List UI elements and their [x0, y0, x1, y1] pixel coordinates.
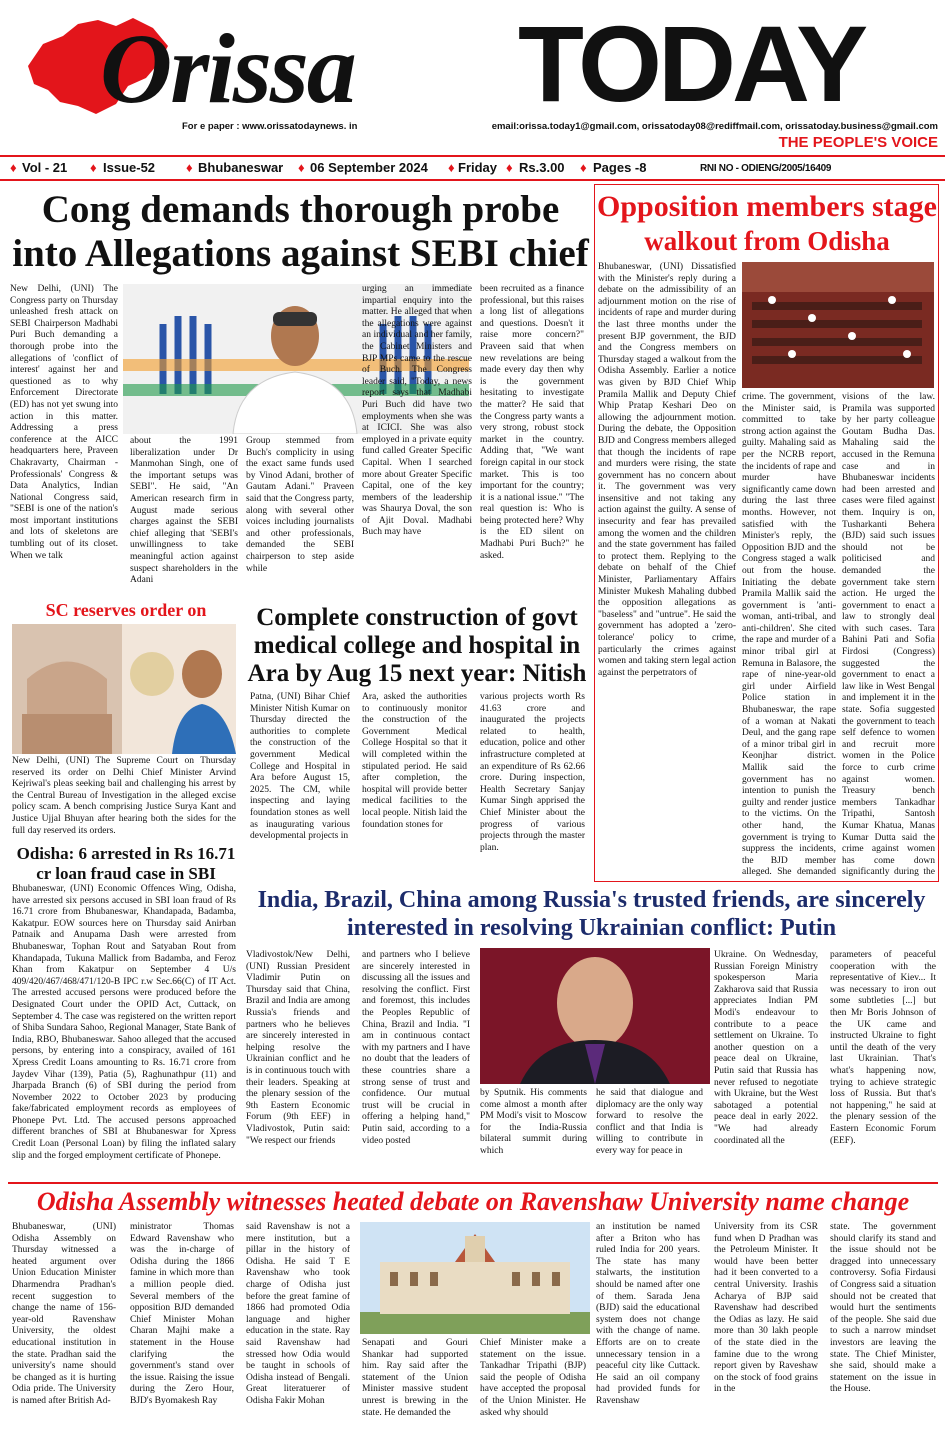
nitish-col-2: Ara, asked the authorities to continuously monitor the construction of the Government Medical College Hospital so that it will completed within the stipulated period. He said after completion, the hospital will provide better medical facilities to the local people. Nitish laid the foundation stones for [362, 692, 467, 830]
masthead-title-right: TODAY [518, 8, 865, 120]
ravenshaw-col-2: ministrator Thomas Edward Ravenshaw who was the in-charge of Odisha during the 1866 famine in which more than a million people died. Several members of the opposition BJD demanded Chief Minister Mohan Charan Majhi make a statement in the House clarifying the government's stand over the issue. Raising the issue during the Zero Hour, BJD's Byomakesh Ray [130, 1222, 234, 1406]
nitish-headline: Complete construction of govt medical college and hospital in Ara by Aug 15 next year: Nitish [247, 604, 587, 687]
page-count: Pages -8 [593, 160, 647, 175]
assembly-headline-2: walkout from Odisha [644, 226, 890, 256]
masthead [0, 0, 945, 155]
assembly-photo [742, 262, 934, 388]
volume-number: Vol - 21 [22, 160, 68, 175]
assembly-headline-1: Opposition members stage [597, 190, 937, 223]
issue-date: 06 September 2024 [310, 160, 428, 175]
nitish-col-1: Patna, (UNI) Bihar Chief Minister Nitish Kumar on Thursday directed the authorities to complete the construction of the government Medical College and Hospital in Ara before August 15, 2025. The CM, while inspecting and laying foundation stones as well as inaugurating various developmental projects in [250, 692, 350, 842]
fraud-body: Bhubaneswar, (UNI) Economic Offences Wing, Odisha, have arrested six persons accused in SBI loan fraud of Rs 16.71 crore from Bhubaneswar, Khandapada, Badamba, Kakatpur. EOW sources here on Thursday said Anirban Patnaik and Anupama Dash were arrested from Bhubaneswar, Tophan Rout and Satyaban Rout from Khandapada, Tukuna Mallick from Badamba, and Feroz Khan from Kakatpur on September 4 U/s 409/420/467/468/471/120-B IPC r.w Sec.66(C) of IT Act. The arrested accused persons were produced before the Designated Court under the OPID Act, Cuttack, on September 4. The case was registered on the written report of Shiba Sundara Sahoo, Regional Manager, State Bank of India, RBO, Bhubaneswar. Sahoo alleged that the accused persons, by entering into a conspiracy, availed of 161 Xpress Credit Loans amounting to Rs. 16.71 crore from Jaydev Vihar (139), Patia (5), Raghunathpur (11) and Jharpada Branch (6) of SBI during the period from November 2022 to October 2023 by producing fake/fabricated employment records as employees of Phonepe Pvt. Ltd. The accused persons approached different branches of SBI at Bhubaneswar for Xpress Credit Loan (Personal Loan) by filing the inflated salary slip and the forged employment certificate of Phonepe. [12, 884, 236, 1161]
assembly-col-1: Bhubaneswar, (UNI) Dissatisfied with the Minister's reply during a debate on the admissibility of an adjournment motion on the rise of incidents of rape and murder during the last three months under the present BJP government, the BJD and the Congress members on Thursday staged a walkout from the Odisha Assembly. Earlier a notice was given by BJD Chief Whip Pramila Mallik and Deputy Chief Whip Pratap Keshari Deo on allowing the adjournment motion. During the debate, the Opposition BJD and Congress members alleged that though the incidents of rape and murders were rising, the state government has no concern about it. The government was very insensitive and not taking any action against the guilty. A sense of insecurity and fear has prevailed among the women and the children and the state government has failed to protect them. Replying to the debate on behalf of the Chief Minister, Parliamentary Affairs Minister Mukesh Mahaling dubbed the opposition allegations as "baseless" and "untrue". He said the government has adopted a 'zero-tolerance' policy to crime, particularly the crimes against women and taking stern legal action against the perpetrators of [598, 262, 736, 678]
price: Rs.3.00 [519, 160, 565, 175]
ravenshaw-col-4: Senapati and Gouri Shankar had supported him. Ray said after the statement of the Union Minister massive student unrest is brewing in the state. He demanded the [362, 1338, 468, 1418]
weekday: Friday [458, 160, 498, 175]
ravenshaw-col-6: an institution be named after a Briton who has ruled India for 200 years. The state has many stalwarts, the institution should be named after one of them. Sarada Jena (BJD) said the educational system does not change with the change of name. Efforts are on to create unnecessary tension in a peaceful city like Cuttack. He said an oil company had provided funds for Ravenshaw [596, 1222, 700, 1406]
email-line: email:orissa.today1@gmail.com, orissatoday08@rediffmail.com, orissatoday.business@gmail.com [491, 121, 938, 132]
kejriwal-body: New Delhi, (UNI) The Supreme Court on Thursday reserved its order on Delhi Chief Minister Arvind Kejriwal's pleas seeking bail and challenging his arrest by the Central Bureau of Investigation in the alleged excise policy scam. A bench comprising Justice Surya Kant and Justice Ujjal Bhuyan after hearing both the sides for the full day reserved its orders. [12, 756, 236, 836]
sebi-headline: Cong demands thorough probe into Allegations against SEBI chief [12, 188, 589, 275]
ravenshaw-col-7: University from its CSR fund when D Pradhan was the Petroleum Minister. It would have been better had it been converted to a central University. Irashis Acharya of BJP said Ravenshaw had described the Odias as lazy. He said more than 30 lakh people of the state died in the famine due to the wrong report given by Raveshaw on the stock of food grains in the [714, 1222, 818, 1395]
putin-col-5: Ukraine. On Wednesday, Russian Foreign Ministry spokesperson Maria Zakharova said that Russia appreciates Indian PM Modi's endeavour to contribute to a peace settlement on Ukraine. To another question on a peace deal on Ukraine, Putin said that Russia has never refused to negotiate with Ukraine, but the West sabotaged a potential peace deal in early 2022. "We had already coordinated all the [714, 950, 818, 1146]
kejriwal-headline: SC reserves order on [8, 598, 244, 622]
sebi-col-4: urging an immediate impartial enquiry into the matter. He alleged that when the allegations were against an individual and her family, the Cabinet Ministers and BJP MPs came to the rescue of Buch. The Congress leader said, "Today, a news report says that Madhabi Puri Buch did have two employments when she was at ICICI. She was also employed in a private equity fund called Greater Specific Capital. When I searched more about Greater Specific Capital, one of the key members of the leadership was Shaurya Doval, the son of Ajit Doval. Madhabi Buch may have [362, 284, 472, 538]
kejriwal-photo [12, 624, 236, 754]
city: Bhubaneswar [198, 160, 284, 175]
assembly-col-3: visions of the law. Pramila was supported by her party colleague Goutam Budha Das. Mahaling said the accused in the Remuna case and in Bhubaneswar incidents had been arrested and cases were filed against them. Inquiry is on, Tusharkanti Behera (BJD) said such issues should not be politicised and demanded the government take stern action. He urged the government to enact a law to strongly deal with such cases. Tara Bahini Pati and Sofia Firdosi (Congress) suggested the government to enact a law like in West Bengal and implement it in the state. Sofia suggested the government to teach self defence to women and recruit more women in the Police force to curb crime against women. Treasury bench members Tankadhar Tripathi, Santosh Kumar Khatua, Manas Kumar Dutta said the crime against women has come down significantly during the [842, 392, 935, 878]
putin-photo [480, 948, 710, 1084]
epaper-link[interactable]: For e paper : www.orissatodaynews. in [182, 121, 358, 132]
ravenshaw-rule [8, 1182, 938, 1184]
fraud-headline: Odisha: 6 arrested in Rs 16.71 cr loan fraud case in SBI [16, 844, 236, 883]
ravenshaw-col-8: state. The government should clarify its stand and the issue should not be dragged into unnecessary controversy. Sofia Firdausi of Congress said a situation should not be created that would hurt the sentiments of the people. She said due to such a narrow mindset investors are leaving the state. The Chief Minister, she said, should make a statement on the issue in the House. [830, 1222, 936, 1395]
ravenshaw-photo [360, 1222, 590, 1334]
putin-col-6: parameters of peaceful cooperation with the representative of Kiev... It was necessary to iron out some subtleties [...] but then Mr Boris Johnson of the UK came and instructed Ukraine to fight until the death of the very last Ukrainian. That's what's happening now, trying to achieve strategic loss of Russia. But that's not happening," he said at the plenary session of the Eastern Economic Forum (EEF). [830, 950, 936, 1146]
assembly-col-2: crime. The government, the Minister said, is committed to take strong action against the guilty. Mahaling said as per the NCRB report, the incidents of rape and murder have significantly came down during the last three months. However, not satisfied with the Minister's reply, the Opposition BJD and the Congress staged a walk out from the house. Initiating the debate Pramila Mallik said the government is 'anti-woman, anti-tribal, and anti-children'. She cited the rape and murder of a minor tribal girl at Remuna in Balasore, the rape of nine-year-old girl under Airfield Police station in Bhubaneswar, the rape of a woman at Nakati Deul, and the gang rape of a minor tribal girl in Keonjhar district. Mallik said the government has no intention to punish the guilty and render justice to the victims. On the other hand, the government is trying to suppress the incidents, the BJD member alleged. She demanded [742, 392, 836, 878]
info-bar: ♦ Vol - 21 ♦ Issue-52 ♦ Bhubaneswar ♦ 06 September 2024 ♦ Friday ♦ Rs.3.00 ♦ Pages -8 RNI NO - ODIENG/2005/16409 [0, 155, 945, 181]
putin-headline: India, Brazil, China among Russia's trusted friends, are sincerely interested in resolving Ukrainian conflict: Putin [257, 887, 926, 941]
putin-col-1: Vladivostok/New Delhi, (UNI) Russian President Vladimir Putin on Thursday said that China, Brazil and India are among Russia's friends and partners who he believes are sincerely interested in helping resolve the Ukrainian conflict and he is in continuous touch with their leaders. Speaking at the plenary session of the 9th Eastern Economic Forum (9th EEF) in Vladivostok, Putin said: "We respect our friends [246, 950, 350, 1146]
rni-number: RNI NO - ODIENG/2005/16409 [700, 163, 832, 174]
ravenshaw-col-5: Chief Minister make a statement on the issue. Tankadhar Tripathi (BJP) said the people of Odisha have accepted the proposal of the Union Minister. He asked why should [480, 1338, 586, 1418]
sebi-col-1: New Delhi, (UNI) The Congress party on Thursday unleashed fresh attack on SEBI Chairperson Madhabi Puri Buch demanding a thorough probe into the allegations of 'conflict of interest' against her and questioned as to why Enforcement Directorate (ED) has not yet swung into action in this matter. Addressing a press conference at the AICC headquarters here, Praveen Chakravarty, Chairman - Professionals' Congress & Data Analytics, Indian National Congress said, "SEBI is one of the nation's most important institutions and lots of skeletons are tumbling out of its closet. When we talk [10, 284, 118, 561]
putin-col-2: and partners who I believe are sincerely interested in discussing all the issues and resolving the conflict. First and foremost, this includes the Peoples Republic of China, Brazil and India. "I am in continuous contact with my partners and I have no doubt that the leaders of these countries share a strong sense of trust and confidence. Our mutual trust will be crucial in offering a helping hand," Putin said, according to a video posted [362, 950, 470, 1146]
sebi-col-3: Group stemmed from Buch's complicity in using the exact same funds used by Vinod Adani, brother of Gautam Adani." Praveen said that the Congress party, along with several other voices including journalists and other professionals, demanded the SEBI chairperson to step aside while [246, 436, 354, 574]
ravenshaw-col-3: said Ravenshaw is not a mere institution, but a pillar in the history of Odisha. He said T E Ravenshaw who took charge of Odisha just before the great famine of 1866 had promoted Odia language and higher education in the state. Ray said Ravenshaw had stressed how Odia would be taught in schools of Odisha instead of Bengali. Great literatuerer of Odisha Fakir Mohan [246, 1222, 350, 1406]
sebi-col-5: been recruited as a finance professional, but this raises a long list of allegations and questions. Doesn't it raise more concern?" Praveen said that when new revelations are being made every day then why is the government hesitating to investigate the matter? He said that the Congress party wants a very strong, robust stock market in the country. Adding that, "We want foreign capital in our stock market. This is too important for the country; it is a national issue." "The real question is: Who is being protected here? Why is the ED silent on Madhabi Puri Buch?" he asked. [480, 284, 584, 561]
putin-col-3: by Sputnik. His comments come almost a month after PM Modi's visit to Moscow for the India-Russia bilateral summit during which [480, 1088, 587, 1156]
ravenshaw-headline: Odisha Assembly witnesses heated debate on Ravenshaw University name change [36, 1187, 910, 1216]
issue-number: Issue-52 [103, 160, 156, 175]
masthead-title-left: Orissa [100, 14, 355, 124]
putin-col-4: he said that dialogue and diplomacy are the only way forward to resolve the conflict and that India is willing to contribute in every way for peace in [596, 1088, 703, 1156]
tagline: THE PEOPLE'S VOICE [778, 134, 938, 151]
nitish-col-3: various projects worth Rs 41.63 crore and inaugurated the projects related to health, education, police and other infrastructure completed at an expenditure of Rs 62.66 crore. During inspection, Health Secretary Sanjay Kumar Singh apprised the Chief Minister about the progress of various projects through the master plan. [480, 692, 585, 853]
sebi-col-2: about the 1991 liberalization under Dr Manmohan Singh, one of the important setups was SEBI". He said, "An American research firm in August made serious charges against the SEBI chief alleging that 'SEBI's unwillingness to take meaningful action against suspect shareholders in the Adani [130, 436, 238, 586]
ravenshaw-col-1: Bhubaneswar, (UNI) Odisha Assembly on Thursday witnessed a heated argument over Union Education Minister Dharmendra Pradhan's recent suggestion to change the name of 156-year-old Ravenshaw University, the oldest educational institution in the state. Pradhan said the university's name should be changed as it is hurting Odia pride. The University is named after British Ad- [12, 1222, 116, 1406]
